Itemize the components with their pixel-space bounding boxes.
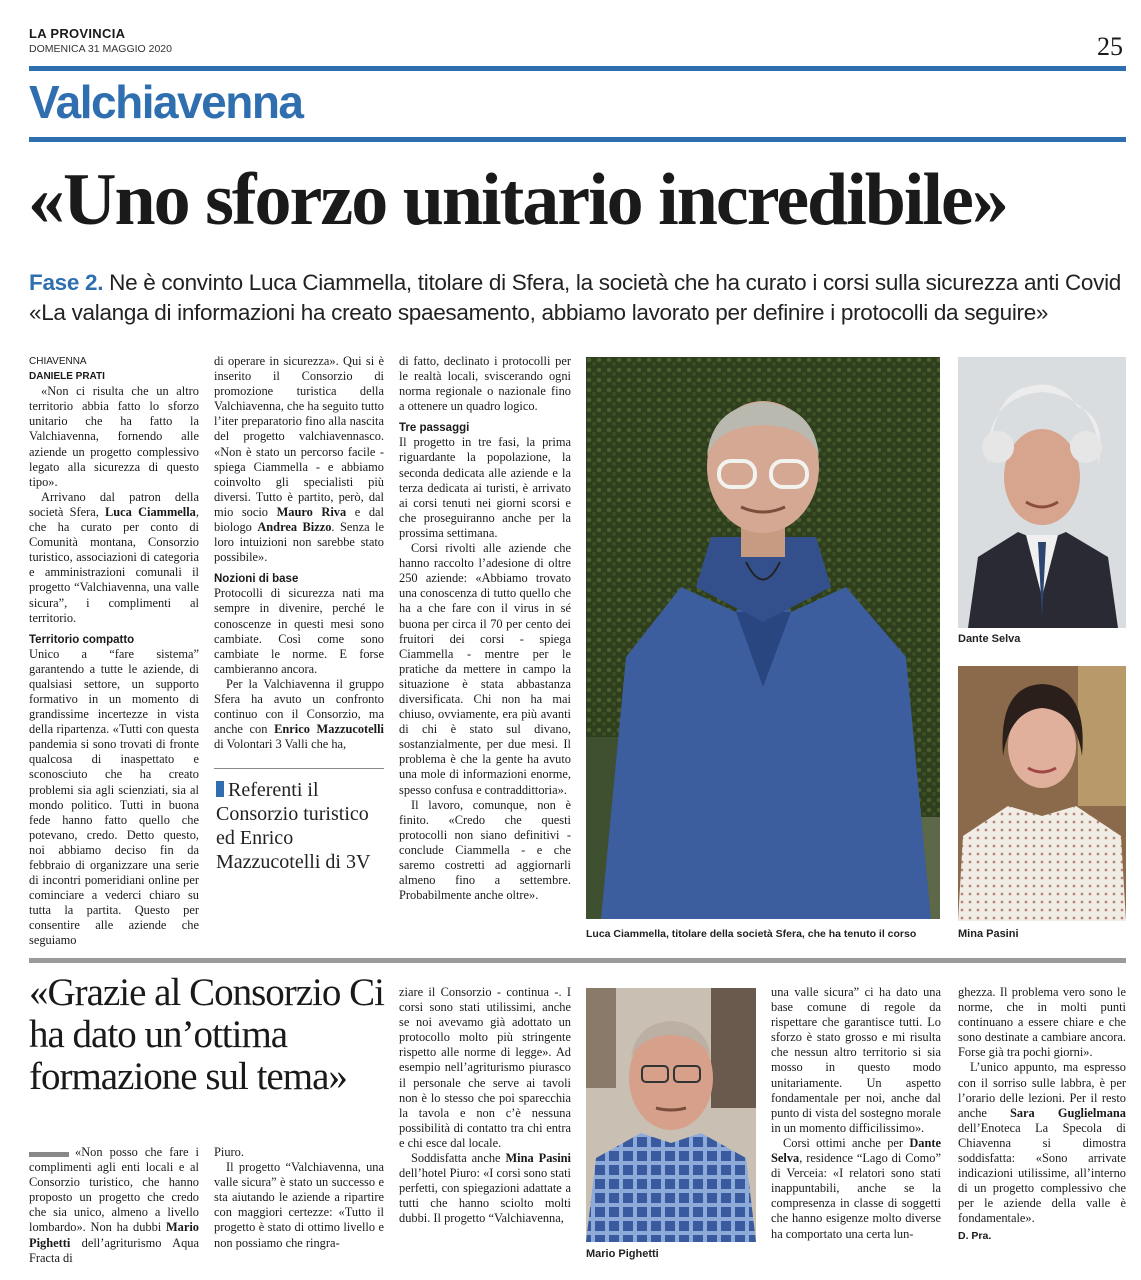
byline: DANIELE PRATI: [29, 371, 105, 383]
page-number: 25: [1097, 32, 1123, 61]
top-rule: [29, 66, 1126, 71]
pullquote-marker: [216, 781, 224, 797]
article-divider: [29, 958, 1126, 963]
article1-column-3: [399, 354, 571, 903]
signature: D. Pra.: [958, 1229, 992, 1242]
subhead: Nozioni di base: [214, 573, 299, 586]
headline: «Uno sforzo unitario incredibile»: [28, 159, 1007, 241]
article1-column-2: [214, 354, 384, 752]
paragraph: Soddisfatta anche Mina Pasini dell’hotel Piuro: «I corsi sono stati perfetti, con spiegazioni adattate a tutti che hanno sciolto molti dubbi. Il progetto “Valchiavenna,: [399, 1151, 571, 1226]
section-rule: [29, 137, 1126, 142]
subhead: Territorio compatto: [29, 633, 135, 646]
article2-column-1: [29, 1145, 199, 1266]
article1-column-1: [29, 354, 199, 949]
section-title: Valchiavenna: [29, 76, 303, 128]
paper-name: LA PROVINCIA: [29, 26, 126, 41]
paragraph: una valle sicura” ci ha dato una base comune di regole da rispettare che garantisce tutti. Lo sforzo è stato grosso e mi risulta che nessun altro territorio si sia mosso in questo modo unitariamente. Un aspetto fondamentale per noi, anche dal punto di vista del sostegno morale in un momento difficilissimo».: [771, 985, 941, 1135]
paragraph: Unico a “fare sistema” garantendo a tutte le aziende, di qualsiasi settore, un supporto formativo in un momento di grandissime incertezze in vista della ripartenza. «Tutti con questa pandemia si sono trovati di fronte qualcosa di inaspettato e sconosciuto che ha creato problemi sia agli scienziati, sia al mondo politico. Tutti in buona fede hanno fatto quello che potevano, credo. Detto questo, noi abbiamo deciso fin da febbraio di organizzare una serie di incontri pomeridiani online per cominciare a vederci chiaro su tutta la partita. Questo per consentire alle aziende che seguiamo: [29, 646, 199, 948]
dateline: CHIAVENNA: [29, 356, 87, 367]
paragraph: Protocolli di sicurezza nati ma sempre in divenire, perché le conoscenze in questi mesi sono cambiate. Così come sono cambiate le norme. E forse cambieranno ancora.: [214, 586, 384, 676]
paragraph: Corsi ottimi anche per Dante Selva, residence “Lago di Como” di Verceia: «I relatori sono stati inappuntabili, anche se la compresenza in classe di soggetti che hanno esigenze molto diverse ha comportato una certa lun-: [771, 1135, 941, 1241]
paragraph: Per la Valchiavenna il gruppo Sfera ha avuto un confronto continuo con il Consorzio, ma anche con Enrico Mazzucotelli di Volontari 3 Valli che ha,: [214, 676, 384, 752]
photo-dante-selva: [958, 357, 1126, 628]
photo-dante-caption: Dante Selva: [958, 633, 1021, 645]
photo-luca-ciammella: [586, 357, 940, 919]
photo-mario-pighetti: [586, 988, 756, 1242]
paragraph: Il progetto in tre fasi, la prima riguardante la popolazione, la seconda dedicata alle aziende e la terza dedicata ai turisti, è arrivato ai corsi tenuti nei giorni scorsi e che proseguiranno anche per la prossima settimana.: [399, 435, 571, 540]
pullquote-rule: [214, 768, 384, 769]
paragraph: Corsi rivolti alle aziende che hanno raccolto l’adesione di oltre 250 aziende: «Abbiamo trovato una conoscenza di tutto quello che ha a che fare con il virus in sé buona per circa il 70 per cento dei fruitori dei corsi - spiega Ciammella - mentre per le pratiche da mettere in campo la situazione è stata abbastanza diversificata. Chi non ha mai chiuso, ovviamente, era più avanti di chi è stato sul divano, sostanzialmente, per due mesi. Il problema è che la gente ha avuto una mole di informazioni enorme, spesso confusa e contraddittoria».: [399, 541, 571, 797]
paragraph: di operare in sicurezza». Qui si è inserito il Consorzio di promozione turistica della Valchiavenna, che ha seguito tutto l’iter preparatorio fino alla nascita del progetto valchiavennasco. «Non è stato un percorso facile - spiega Ciammella - e abbiamo coinvolto gli specialisti più diversi. Tutto è partito, però, dal mio socio Mauro Riva e dal biologo Andrea Bizzo. Senza le loro intuizioni non sarebbe stato possibile».: [214, 354, 384, 565]
deck-label: Fase 2.: [29, 270, 104, 295]
pullquote: Referenti il Consorzio turistico ed Enrico Mazzucotelli di 3V: [216, 779, 371, 873]
deck-line-1: [29, 268, 1129, 298]
article2-column-5: [771, 985, 941, 1242]
photo-mina-pasini: [958, 666, 1126, 921]
paragraph: Il progetto “Valchiavenna, una valle sicura” è stato un successo e sta aiutando le aziende a ripartire con maggiori certezze: «Tutto il progetto è stato di ottimo livello e non possiamo che ringra-: [214, 1160, 384, 1250]
article2-column-6: [958, 985, 1126, 1244]
paragraph: Arrivano dal patron della società Sfera, Luca Ciammella, che ha curato per conto di Comunità montana, Consorzio turistico, associazioni di categoria e amministrazioni comunali il progetto “Valchiavenna, una valle sicura”, i complimenti al territorio.: [29, 489, 199, 625]
photo-mina-caption: Mina Pasini: [958, 928, 1019, 940]
paragraph: L’unico appunto, ma espresso con il sorriso sulle labbra, è per l’orario delle lezioni. Per il resto anche Sara Guglielmana dell’Enoteca La Specola di Chiavenna si dimostra soddisfatta: «Sono arrivate indicazioni utilissime, all’interno di un progetto complessivo che per le aziende della valle è fondamentale».: [958, 1060, 1126, 1226]
paragraph: «Non ci risulta che un altro territorio abbia fatto lo sforzo unitario che ha fatto la Valchiavenna, fornendo alle aziende un progetto complessivo legato alla sicurezza di questo tipo».: [29, 384, 199, 489]
deck-line-2: «La valanga di informazioni ha creato spaesamento, abbiamo lavorato per definire i protocolli da seguire»: [29, 300, 1049, 325]
photo-mario-caption: Mario Pighetti: [586, 1248, 659, 1260]
article2-headline: «Grazie al Consorzio Ci ha dato un’ottima formazione sul tema»: [29, 971, 384, 1098]
paragraph: di fatto, declinato i protocolli per le realtà locali, sviscerando ogni norma regionale o nazionale fino a ottenere un quadro logico.: [399, 354, 571, 414]
photo-main-caption: Luca Ciammella, titolare della società Sfera, che ha tenuto il corso: [586, 928, 917, 940]
paragraph: Piuro.: [214, 1145, 244, 1159]
article2-column-3: [399, 985, 571, 1227]
subhead: Tre passaggi: [399, 422, 470, 435]
paragraph: Il lavoro, comunque, non è finito. «Credo che questi protocolli non siano definitivi - conclude Ciammella - e che saremo costretti ad aggiornarli almeno fino a settembre. Probabilmente anche oltre».: [399, 797, 571, 903]
paragraph: ziare il Consorzio - continua -. I corsi sono stati utilissimi, anche se noi avevamo già adottato un protocollo molto più stringente rispetto alle norme di legge». Ad esempio nell’agriturismo piurasco il personale che serve ai tavoli non è lo stesso che poi sparecchia la tavola e non c’è nessuna possibilità di contatto tra chi entra e chi esce dal locale.: [399, 985, 571, 1150]
paragraph: ghezza. Il problema vero sono le norme, che in molti punti continuano a essere chiare e che sono destinate a cambiare ancora. Forse già tra pochi giorni».: [958, 985, 1126, 1060]
article2-column-2: [214, 1145, 384, 1251]
deck-text-1: Ne è convinto Luca Ciammella, titolare di Sfera, la società che ha curato i corsi sulla sicurezza anti Covid: [109, 270, 1121, 295]
issue-date: DOMENICA 31 MAGGIO 2020: [29, 43, 172, 55]
paragraph: «Non posso che fare i complimenti agli enti locali e al Consorzio turistico, che hanno proposto un progetto che credo che sia unico, almeno a livello lombardo». Non ha dubbi Mario Pighetti dell’agriturismo Aqua Fracta di: [29, 1145, 199, 1265]
